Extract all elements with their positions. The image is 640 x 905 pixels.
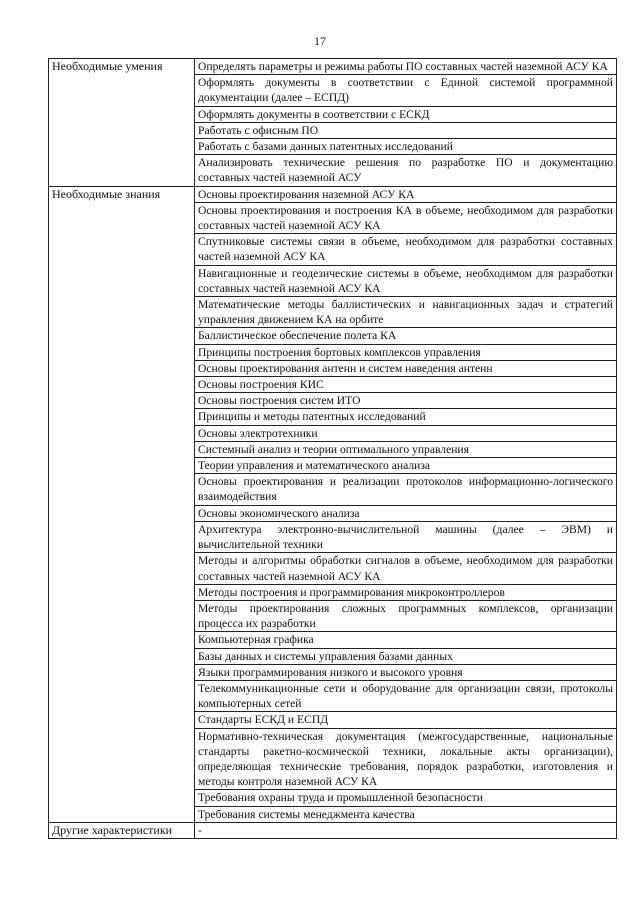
section-heading: Необходимые умения <box>49 59 195 187</box>
requirement-item: Баллистическое обеспечение полета КА <box>195 328 617 344</box>
requirement-item: Методы проектирования сложных программных комплексов, организации процесса их разработки <box>195 600 617 631</box>
requirement-item: Определять параметры и режимы работы ПО составных частей наземной АСУ КА <box>195 59 617 75</box>
requirement-item: Принципы построения бортовых комплексов управления <box>195 344 617 360</box>
requirement-item: Базы данных и системы управления базами данных <box>195 648 617 664</box>
page-number: 17 <box>314 34 326 48</box>
requirement-item: Основы проектирования и построения КА в объеме, необходимом для разработки составных частей наземной АСУ КА <box>195 202 617 233</box>
requirement-item: Основы построения КИС <box>195 377 617 393</box>
requirement-item: Принципы и методы патентных исследований <box>195 409 617 425</box>
requirement-item: Стандарты ЕСКД и ЕСПД <box>195 712 617 728</box>
requirement-item: Архитектура электронно-вычислительной машины (далее – ЭВМ) и вычислительной техники <box>195 521 617 552</box>
requirement-item: Нормативно-техническая документация (межгосударственные, национальные стандарты ракетно-космической техники, локальные акты организации), определяющая технические требования, порядок разработки, изготовления и методы контроля наземной АСУ КА <box>195 728 617 790</box>
requirement-item: Методы построения и программирования микроконтроллеров <box>195 584 617 600</box>
requirement-item: Оформлять документы в соответствии с ЕСКД <box>195 106 617 122</box>
requirement-item: Языки программирования низкого и высокого уровня <box>195 664 617 680</box>
requirement-item: - <box>195 822 617 838</box>
requirement-item: Основы электротехники <box>195 425 617 441</box>
section-heading: Необходимые знания <box>49 186 195 822</box>
requirement-item: Навигационные и геодезические системы в объеме, необходимом для разработки составных частей наземной АСУ КА <box>195 265 617 296</box>
requirement-item: Основы проектирования антенн и систем наведения антенн <box>195 360 617 376</box>
requirement-item: Оформлять документы в соответствии с Единой системой программной документации (далее – ЕСПД) <box>195 75 617 106</box>
section-heading: Другие характеристики <box>49 822 195 838</box>
requirement-item: Основы проектирования и реализации протоколов информационно-логического взаимодействия <box>195 474 617 505</box>
requirement-item: Основы построения систем ИТО <box>195 393 617 409</box>
requirement-item: Требования системы менеджмента качества <box>195 806 617 822</box>
table-row <box>49 822 617 838</box>
requirement-item: Работать с офисным ПО <box>195 122 617 138</box>
requirement-item: Математические методы баллистических и навигационных задач и стратегий управления движением КА на орбите <box>195 297 617 328</box>
requirement-item: Компьютерная графика <box>195 632 617 648</box>
table-row <box>49 59 617 75</box>
requirement-item: Требования охраны труда и промышленной безопасности <box>195 790 617 806</box>
requirements-table <box>48 58 617 839</box>
requirement-item: Спутниковые системы связи в объеме, необходимом для разработки составных частей наземной АСУ КА <box>195 234 617 265</box>
requirement-item: Системный анализ и теории оптимального управления <box>195 441 617 457</box>
requirement-item: Теории управления и математического анализа <box>195 458 617 474</box>
table-row <box>49 186 617 202</box>
requirement-item: Работать с базами данных патентных исследований <box>195 139 617 155</box>
requirement-item: Основы проектирования наземной АСУ КА <box>195 186 617 202</box>
requirement-item: Основы экономического анализа <box>195 505 617 521</box>
requirement-item: Методы и алгоритмы обработки сигналов в объеме, необходимом для разработки составных частей наземной АСУ КА <box>195 553 617 584</box>
requirement-item: Телекоммуникационные сети и оборудование для организации связи, протоколы компьютерных сетей <box>195 680 617 711</box>
requirement-item: Анализировать технические решения по разработке ПО и документацию составных частей наземной АСУ <box>195 155 617 186</box>
